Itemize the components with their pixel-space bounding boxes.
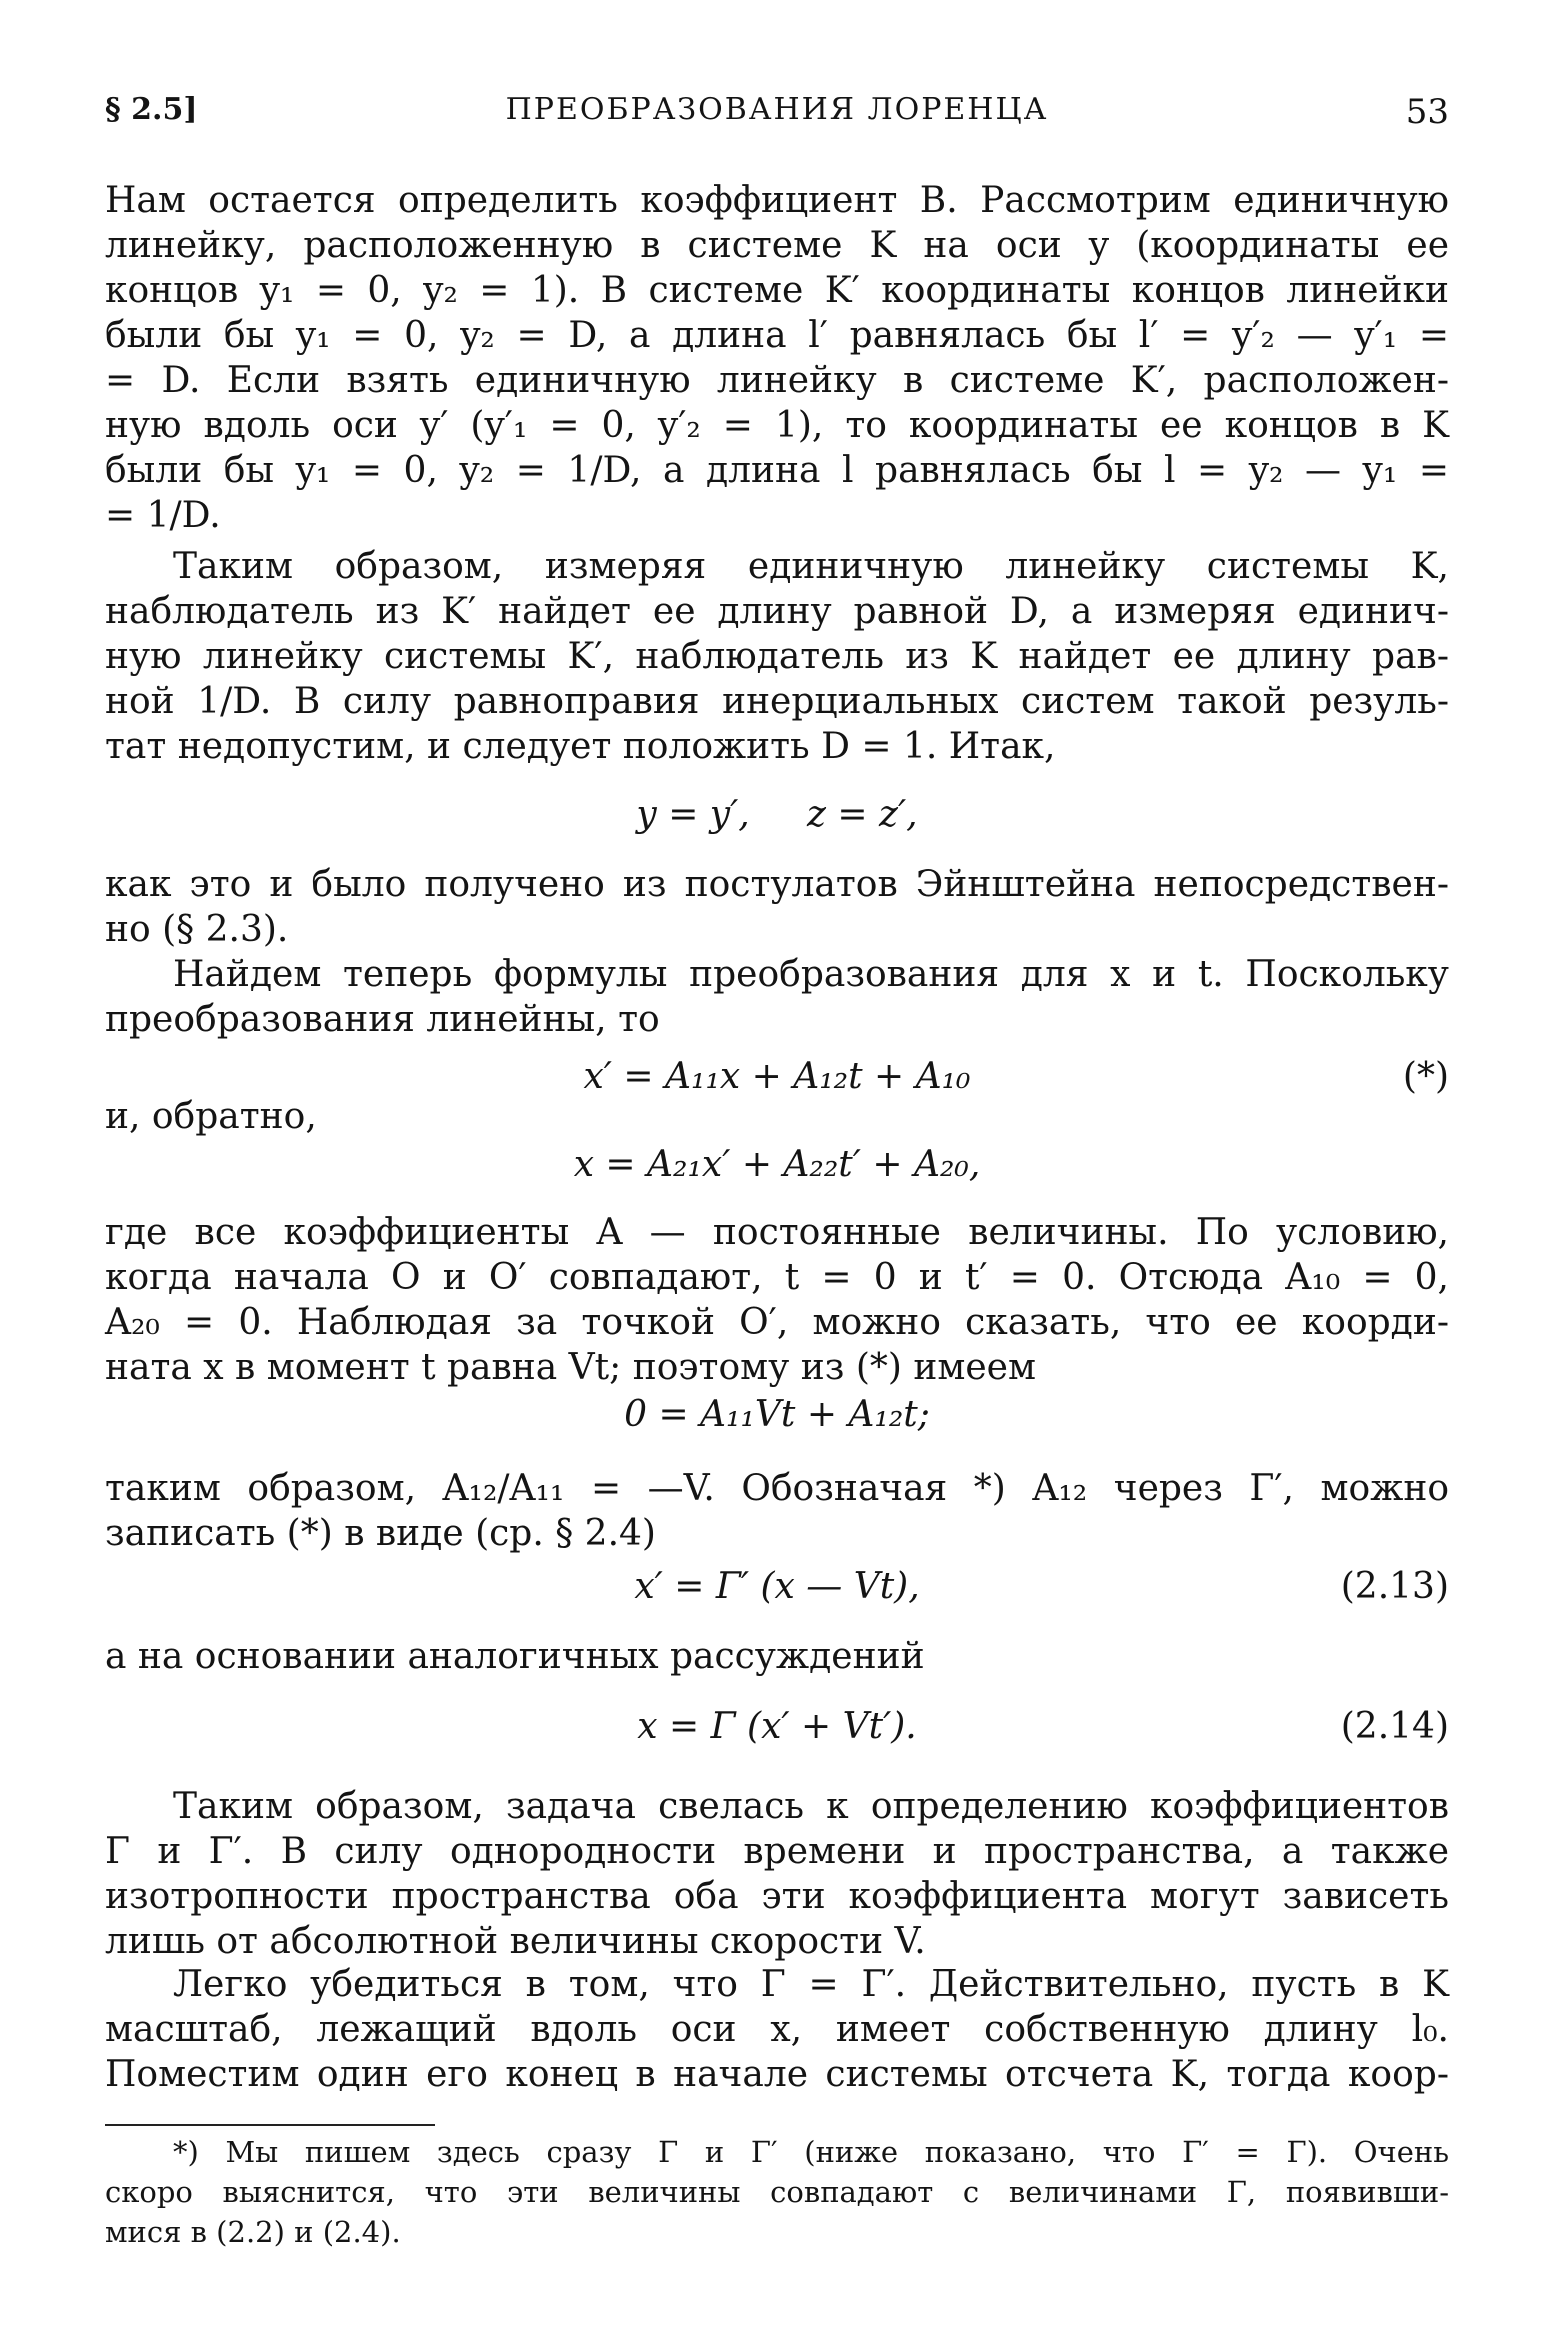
equation-body: y = y′, z = z′,	[636, 794, 918, 835]
text-line: таким образом, A₁₂/A₁₁ = —V. Обозначая *) A₁₂ через Γ′, можно	[105, 1468, 1449, 1509]
text-line: как это и было получено из постулатов Эйнштейна непосредствен-	[105, 864, 1449, 905]
equation-body: x = A₂₁x′ + A₂₂t′ + A₂₀,	[573, 1144, 981, 1185]
text-line: лишь от абсолютной величины скорости V.	[105, 1921, 926, 1962]
equation-body: 0 = A₁₁Vt + A₁₂t;	[624, 1394, 930, 1435]
footnote-line: мися в (2.2) и (2.4).	[105, 2215, 401, 2249]
text-line: изотропности пространства оба эти коэффициента могут зависеть	[105, 1876, 1449, 1917]
paragraph-gamma-notation	[105, 1466, 1449, 1556]
equation-tag: (*)	[1402, 1056, 1449, 1097]
text-line: преобразования линейны, то	[105, 999, 660, 1040]
text-line: масштаб, лежащий вдоль оси x, имеет собственную длину l₀.	[105, 2009, 1449, 2050]
text-line: но (§ 2.3).	[105, 909, 289, 950]
text-line: Поместим один его конец в начале системы отсчета K, тогда коор-	[105, 2054, 1449, 2095]
text-line: были бы y₁ = 0, y₂ = 1/D, а длина l равнялась бы l = y₂ — y₁ =	[105, 450, 1449, 491]
text-line: Таким образом, измеряя единичную линейку системы K,	[173, 546, 1449, 587]
footnote-line: *) Мы пишем здесь сразу Γ и Γ′ (ниже показано, что Γ′ = Γ). Очень	[173, 2135, 1449, 2169]
equation-tag: (2.14)	[1340, 1706, 1449, 1747]
text-line: A₂₀ = 0. Наблюдая за точкой O′, можно сказать, что ее коорди-	[105, 1302, 1449, 1343]
text-line: записать (*) в виде (ср. § 2.4)	[105, 1513, 656, 1554]
text-line: Таким образом, задача свелась к определению коэффициентов	[173, 1786, 1449, 1827]
text-line: наблюдатель из K′ найдет ее длину равной D, а измеряя единич-	[105, 591, 1449, 632]
paragraph-task-reduced	[105, 1784, 1449, 1964]
paragraph-einstein-postulates	[105, 862, 1449, 952]
text-line: тат недопустим, и следует положить D = 1. Итак,	[105, 726, 1056, 767]
equation-zero	[105, 1390, 1449, 1440]
footnote-divider	[105, 2124, 435, 2126]
text-line: ной 1/D. В силу равноправия инерциальных систем такой резуль-	[105, 681, 1449, 722]
text-line: = D. Если взять единичную линейку в системе K′, расположен-	[105, 360, 1449, 401]
text-line: Нам остается определить коэффициент B. Рассмотрим единичную	[105, 180, 1449, 221]
text-line: Легко убедиться в том, что Γ = Γ′. Действительно, пусть в K	[173, 1964, 1449, 2005]
section-reference: § 2.5]	[105, 92, 198, 127]
text-line: Γ и Γ′. В силу однородности времени и пространства, а также	[105, 1831, 1449, 1872]
text-line: а на основании аналогичных рассуждений	[105, 1636, 925, 1677]
equation-body: x′ = A₁₁x + A₁₂t + A₁₀	[583, 1056, 971, 1097]
footnote-line: скоро выяснится, что эти величины совпадают с величинами Γ, появивши-	[105, 2175, 1449, 2209]
page-number: 53	[1405, 92, 1449, 132]
text-line: ната x в момент t равна Vt; поэтому из (*) имеем	[105, 1347, 1036, 1388]
text-line: Найдем теперь формулы преобразования для x и t. Поскольку	[173, 954, 1449, 995]
equation-body: x′ = Γ′ (x — Vt),	[634, 1566, 920, 1607]
text-line: где все коэффициенты A — постоянные величины. По условию,	[105, 1212, 1449, 1253]
paragraph-coefficient-b	[105, 178, 1449, 538]
paragraph-gamma-equal	[105, 1962, 1449, 2097]
equation-inverse	[105, 1140, 1449, 1190]
running-title: ПРЕОБРАЗОВАНИЯ ЛОРЕНЦА	[505, 92, 1049, 127]
text-line: линейку, расположенную в системе K на оси y (координаты ее	[105, 225, 1449, 266]
equation-2-14	[105, 1702, 1449, 1752]
text-line: = 1/D.	[105, 495, 221, 536]
connective-text: и, обратно,	[105, 1096, 317, 1137]
equation-body: x = Γ (x′ + Vt′).	[637, 1706, 917, 1747]
equation-2-13	[105, 1562, 1449, 1612]
running-header	[105, 92, 1449, 142]
equation-tag: (2.13)	[1340, 1566, 1449, 1607]
text-line: ную вдоль оси y′ (y′₁ = 0, y′₂ = 1), то координаты ее концов в K	[105, 405, 1449, 446]
paragraph-constant-coefficients	[105, 1210, 1449, 1390]
text-line: концов y₁ = 0, y₂ = 1). В системе K′ координаты концов линейки	[105, 270, 1449, 311]
footnote	[105, 2132, 1449, 2252]
text-line: были бы y₁ = 0, y₂ = D, а длина l′ равнялась бы l′ = y′₂ — y′₁ =	[105, 315, 1449, 356]
text-line: ную линейку системы K′, наблюдатель из K найдет ее длину рав-	[105, 636, 1449, 677]
paragraph-transform-formulas	[105, 952, 1449, 1042]
paragraph-analogous	[105, 1634, 1449, 1679]
text-line: когда начала O и O′ совпадают, t = 0 и t′ = 0. Отсюда A₁₀ = 0,	[105, 1257, 1449, 1298]
paragraph-equal-systems	[105, 544, 1449, 769]
equation-y-z	[105, 790, 1449, 840]
